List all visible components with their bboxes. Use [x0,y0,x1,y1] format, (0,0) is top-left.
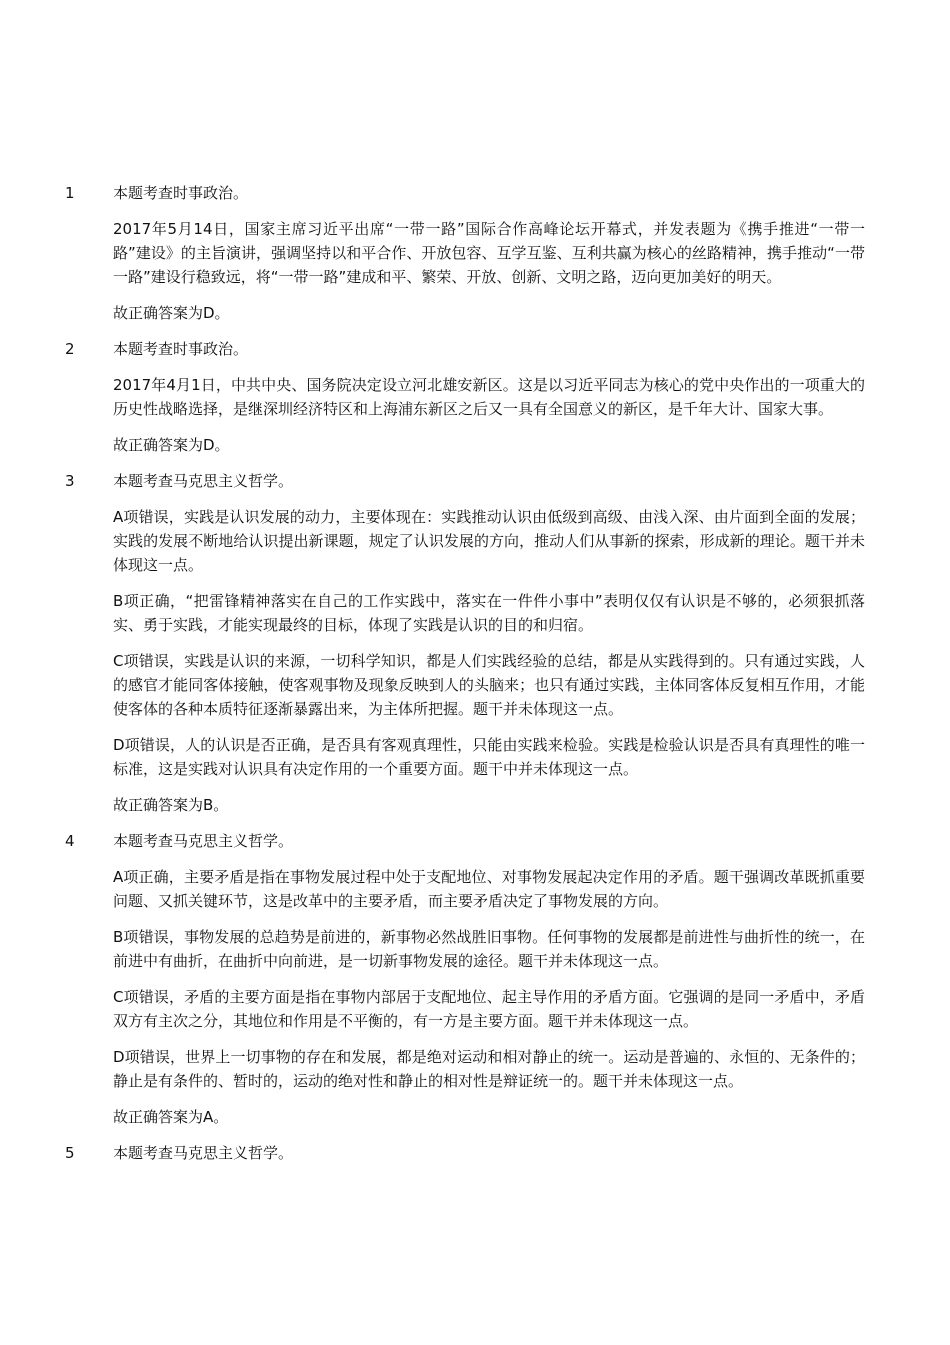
option-d-explanation: D项错误，人的认识是否正确，是否具有客观真理性，只能由实践来检验。实践是检验认识是否具有真理性的唯一标准，这是实践对认识具有决定作用的一个重要方面。题干中并未体现这一点。 [113,736,865,778]
question-number: 4 [65,832,75,850]
option-a-explanation: A项错误，实践是认识发展的动力，主要体现在：实践推动认识由低级到高级、由浅入深、由片面到全面的发展；实践的发展不断地给认识提出新课题，规定了认识发展的方向，推动人们从事新的探索，形成新的理论。题干并未体现这一点。 [113,508,865,574]
option-a-explanation: A项正确，主要矛盾是指在事物发展过程中处于支配地位、对事物发展起决定作用的矛盾。题干强调改革既抓重要问题、又抓关键环节，这是改革中的主要矛盾，而主要矛盾决定了事物发展的方向。 [113,868,865,910]
explanation-paragraph: 2017年5月14日，国家主席习近平出席“一带一路”国际合作高峰论坛开幕式，并发表题为《携手推进“一带一路”建设》的主旨演讲，强调坚持以和平合作、开放包容、互学互鉴、互利共赢为核心的丝路精神，携手推动“一带一路”建设行稳致远，将“一带一路”建成和平、繁荣、开放、创新、文明之路，迈向更加美好的明天。 [113,220,865,286]
option-b-explanation: B项错误，事物发展的总趋势是前进的，新事物必然战胜旧事物。任何事物的发展都是前进性与曲折性的统一，在前进中有曲折，在曲折中向前进，是一切新事物发展的途径。题干并未体现这一点。 [113,928,865,970]
question-5 [0,1141,950,1165]
question-number: 3 [65,472,75,490]
question-3 [0,469,950,817]
question-4 [0,829,950,1129]
question-topic: 本题考查时事政治。 [113,340,249,358]
question-2 [0,337,950,457]
answer-line: 故正确答案为D。 [113,304,230,322]
question-number: 1 [65,184,75,202]
question-topic: 本题考查时事政治。 [113,184,249,202]
answer-line: 故正确答案为B。 [113,796,229,814]
question-topic: 本题考查马克思主义哲学。 [113,472,294,490]
answer-explanations [0,181,950,1177]
answer-line: 故正确答案为A。 [113,1108,229,1126]
question-topic: 本题考查马克思主义哲学。 [113,1144,294,1162]
explanation-paragraph: 2017年4月1日，中共中央、国务院决定设立河北雄安新区。这是以习近平同志为核心的党中央作出的一项重大的历史性战略选择，是继深圳经济特区和上海浦东新区之后又一具有全国意义的新区，是千年大计、国家大事。 [113,376,865,418]
question-number: 5 [65,1144,75,1162]
question-1 [0,181,950,325]
question-topic: 本题考查马克思主义哲学。 [113,832,294,850]
option-c-explanation: C项错误，矛盾的主要方面是指在事物内部居于支配地位、起主导作用的矛盾方面。它强调的是同一矛盾中，矛盾双方有主次之分，其地位和作用是不平衡的，有一方是主要方面。题干并未体现这一点。 [113,988,865,1030]
question-number: 2 [65,340,75,358]
option-d-explanation: D项错误，世界上一切事物的存在和发展，都是绝对运动和相对静止的统一。运动是普遍的、永恒的、无条件的；静止是有条件的、暂时的，运动的绝对性和静止的相对性是辩证统一的。题干并未体现这一点。 [113,1048,865,1090]
option-b-explanation: B项正确，“把雷锋精神落实在自己的工作实践中，落实在一件件小事中”表明仅仅有认识是不够的，必须狠抓落实、勇于实践，才能实现最终的目标，体现了实践是认识的目的和归宿。 [113,592,865,634]
answer-line: 故正确答案为D。 [113,436,230,454]
option-c-explanation: C项错误，实践是认识的来源，一切科学知识，都是人们实践经验的总结，都是从实践得到的。只有通过实践，人的感官才能同客体接触，使客观事物及现象反映到人的头脑来；也只有通过实践，主体同客体反复相互作用，才能使客体的各种本质特征逐渐暴露出来，为主体所把握。题干并未体现这一点。 [113,652,865,718]
